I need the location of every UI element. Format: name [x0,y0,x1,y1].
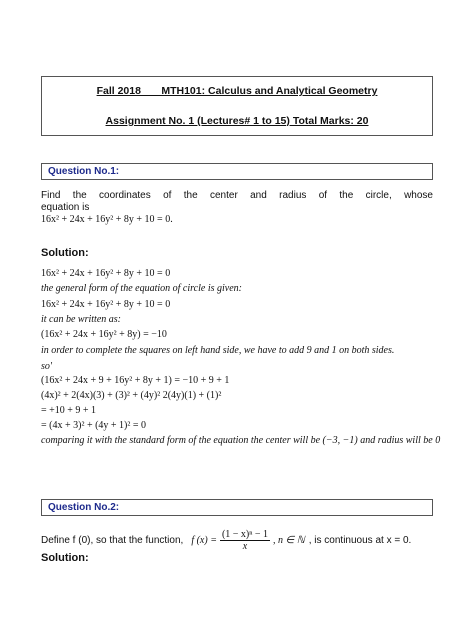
question-1-equation: 16x² + 24x + 16y² + 8y + 10 = 0. [41,214,173,225]
question-2-heading: Question No.2: [41,499,433,516]
question-2-prompt-prefix: Define f (0), so that the function, [41,535,184,546]
solution-step: in order to complete the squares on left hand side, we have to add 9 and 1 on both sides. [41,345,395,356]
question-1-prompt: Find the coordinates of the center and radius of the circle, whose [41,190,433,201]
solution-step: = (4x + 3)² + (4y + 1)² = 0 [41,420,147,431]
question-2-prompt [41,529,411,552]
question-1-heading: Question No.1: [41,163,433,180]
function-lhs: f (x) = [191,535,217,546]
fraction-denominator: x [242,541,248,552]
solution-step: (16x² + 24x + 16y² + 8y) = −10 [41,329,167,340]
assignment-header [41,76,433,136]
solution-step: = +10 + 9 + 1 [41,405,97,416]
fraction-numerator: (1 − x)ⁿ − 1 [221,529,269,540]
solution-step: 16x² + 24x + 16y² + 8y + 10 = 0 [41,268,171,279]
solution-conclusion: comparing it with the standard form of the equation the center will be (−3, −1) and radius will be 0 [41,435,441,446]
question-2-prompt-suffix: , is continuous at x = 0. [308,535,412,546]
question-1-prompt-cont: equation is [41,202,90,213]
solution-step: it can be written as: [41,314,121,325]
solution-2-label: Solution: [41,552,89,564]
solution-step: (16x² + 24x + 9 + 16y² + 8y + 1) = −10 + 9 + 1 [41,375,230,386]
function-domain: , n ∈ ℕ [273,535,305,546]
course-title: Fall 2018 MTH101: Calculus and Analytical Geometry [96,85,378,97]
function-fraction [220,529,270,552]
solution-step: (4x)² + 2(4x)(3) + (3)² + (4y)² 2(4y)(1) + (1)² [41,390,222,401]
solution-step: 16x² + 24x + 16y² + 8y + 10 = 0 [41,299,171,310]
solution-step: so' [41,361,53,372]
solution-1-label: Solution: [41,247,89,259]
assignment-title: Assignment No. 1 (Lectures# 1 to 15) Total Marks: 20 [105,115,369,127]
solution-step: the general form of the equation of circle is given: [41,283,242,294]
